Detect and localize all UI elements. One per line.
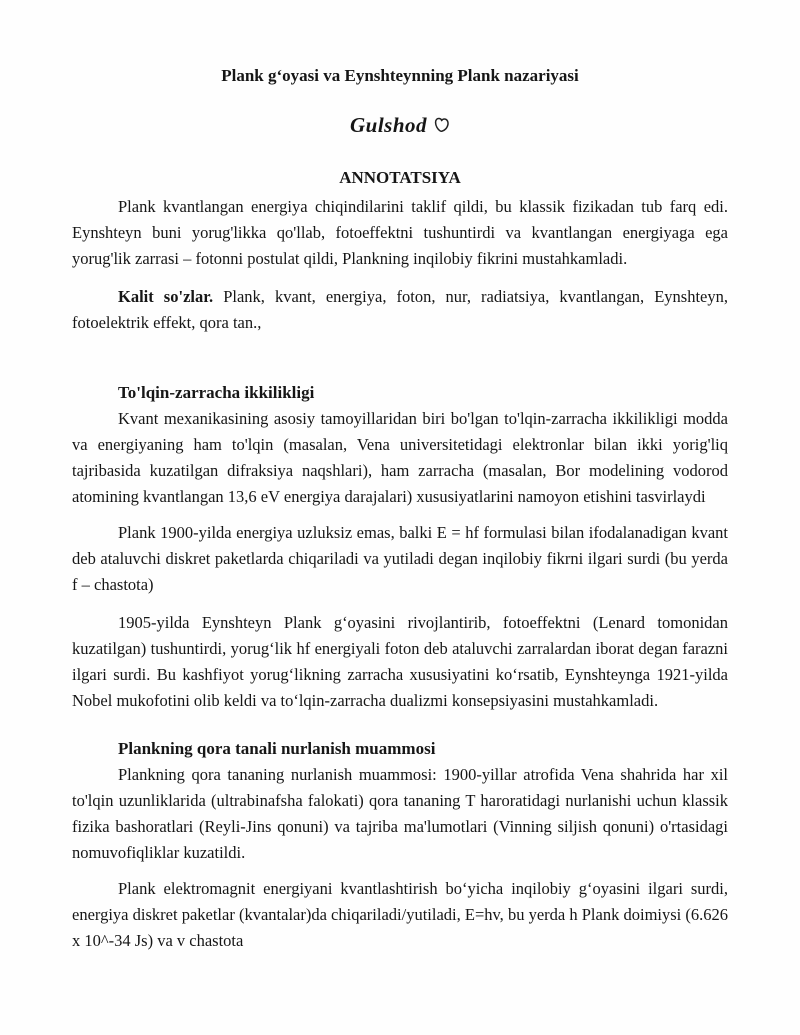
section1-paragraph-1: Kvant mexanikasining asosiy tamoyillaridan biri bo'lgan to'lqin-zarracha ikkilikligi modda va energiyaning ham to'lqin (masalan, Vena universitetidagi elektronlar bilan ikki yorig'liq tajribasida kuzatilgan difraksiya naqshlari), ham zarracha (masalan, Bor modelining vodorod atomining kvantlangan 13,6 eV energiya darajalari) xususiyatlarini namoyon etishini tasvirlaydi	[72, 409, 728, 506]
annotation-paragraph: Plank kvantlangan energiya chiqindilarini taklif qildi, bu klassik fizikadan tub farq edi. Eynshteyn buni yorug'likka qo'llab, fotoeffektni tushuntirdi va kvantlangan energiyaga ega yorug'lik zarrasi – fotonni postulat qildi, Plankning inqilobiy fikrini mustahkamladi.	[72, 197, 728, 268]
author-name: Gulshod	[349, 113, 428, 137]
section2-paragraph-2: Plank elektromagnit energiyani kvantlashtirish bo‘yicha inqilobiy g‘oyasini ilgari surdi, energiya diskret paketlar (kvantalar)da chiqariladi/yutiladi, E=hv, bu yerda h Plank doimiysi (6.626 x 10^-34 Js) va v chastota	[72, 879, 728, 950]
keywords-paragraph	[72, 284, 728, 336]
section1-paragraph-3: 1905-yilda Eynshteyn Plank g‘oyasini rivojlantirib, fotoeffektni (Lenard tomonidan kuzatilgan) tushuntirdi, yorug‘lik hf energiyali foton deb ataluvchi zarralardan iborat degan farazni ilgari surdi. Bu kashfiyot yorug‘likning zarracha xususiyatini ko‘rsatib, Eynshteynga 1921-yilda Nobel mukofotini olib keldi va to‘lqin-zarracha dualizmi konsepsiyasini mustahkamladi.	[72, 613, 728, 710]
keywords-label: Kalit so'zlar.	[118, 287, 214, 306]
section-heading-wave-particle-duality: To'lqin-zarracha ikkilikligi	[118, 383, 315, 402]
section2-paragraph-1: Plankning qora tananing nurlanish muammosi: 1900-yillar atrofida Vena shahrida har xil to'lqin uzunliklarida (ultrabinafsha falokati) qora tananing T haroratidagi nurlanishi uchun klassik fizika bashoratlari (Reyli-Jins qonuni) va tajriba ma'lumotlari (Vinning siljish qonuni) o'rtasidagi nomuvofiqliklar kuzatildi.	[72, 765, 728, 862]
author-line	[72, 110, 728, 140]
annotation-heading: ANNOTATSIYA	[339, 168, 461, 187]
keywords-text: Plank, kvant, energiya, foton, nur, radiatsiya, kvantlangan, Eynshteyn, fotoelektrik effekt, qora tan.,	[72, 287, 728, 332]
section-heading-blackbody-radiation: Plankning qora tanali nurlanish muammosi	[118, 739, 436, 758]
heart-outline-icon	[433, 116, 450, 146]
section1-paragraph-2: Plank 1900-yilda energiya uzluksiz emas, balki E = hf formulasi bilan ifodalanadigan kvant deb ataluvchi diskret paketlarda chiqariladi va yutiladi degan inqilobiy fikrni ilgari surdi (bu yerda f – chastota)	[72, 523, 728, 594]
page-title: Plank g‘oyasi va Eynshteynning Plank nazariyasi	[221, 66, 579, 85]
